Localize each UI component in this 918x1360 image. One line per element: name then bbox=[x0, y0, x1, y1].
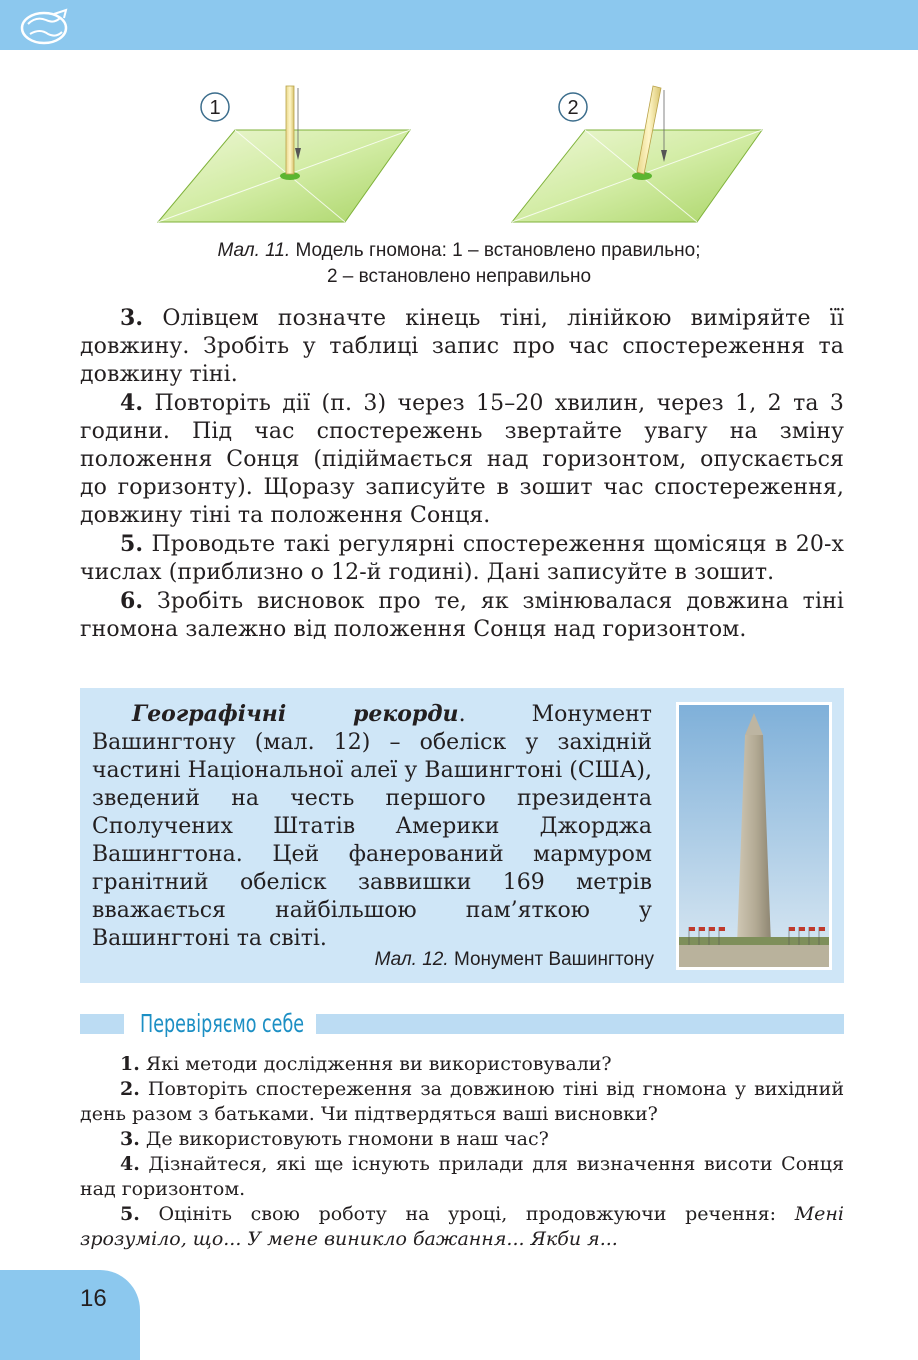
step-text: Повторіть дії (п. 3) через 15–20 хвилин, через 1, 2 та 3 години. Під час спостережень звертайте увагу на зміну положення Сонця (підіймається над горизонтом, опускається до горизонту). Щоразу записуйте в зошит час спостереження, довжину тіні та положення Сонця. bbox=[80, 391, 844, 528]
gnomon-model-figure bbox=[150, 82, 770, 227]
gnomon-incorrect bbox=[512, 86, 762, 222]
question-italic-prompt: Мені зрозуміло, що... У мене виникло бажання... Якби я... bbox=[80, 1203, 844, 1250]
question-text: Повторіть спостереження за довжиною тіні від гномона у вихідний день разом з батьками. Чи підтвердяться ваші висновки? bbox=[80, 1078, 844, 1125]
figure12-caption-prefix: Мал. 12. bbox=[374, 949, 449, 970]
step-6 bbox=[80, 587, 844, 644]
figure11-caption-line2: 2 – встановлено неправильно bbox=[326, 266, 592, 287]
header-stripe-left bbox=[80, 1014, 124, 1034]
step-text: Проводьте такі регулярні спостереження щомісяця в 20-х числах (приблизно о 12-й годині). Дані записуйте в зошит. bbox=[80, 532, 844, 585]
figure12-caption bbox=[375, 948, 654, 972]
figure-label-2: 2 bbox=[567, 97, 579, 119]
step-text: Зробіть висновок про те, як змінювалася довжина тіні гномона залежно від положення Сонця над горизонтом. bbox=[80, 589, 844, 642]
question-text: Які методи дослідження ви використовували? bbox=[145, 1053, 612, 1075]
step-number: 5. bbox=[120, 531, 144, 557]
question-3 bbox=[80, 1127, 844, 1152]
step-5 bbox=[80, 530, 844, 587]
figure12-caption-text: Монумент Вашингтону bbox=[453, 949, 654, 970]
records-title: Географічні рекорди bbox=[132, 701, 459, 727]
page-number: 16 bbox=[80, 1285, 107, 1312]
question-5 bbox=[80, 1202, 844, 1252]
question-number: 5. bbox=[120, 1203, 140, 1225]
question-text: Дізнайтеся, які ще існують прилади для визначення висоти Сонця над горизонтом. bbox=[80, 1153, 844, 1200]
page-number-tab bbox=[0, 1270, 140, 1360]
question-text: Оцініть свою роботу на уроці, продовжуючи речення: bbox=[158, 1203, 777, 1225]
question-number: 3. bbox=[120, 1128, 140, 1150]
question-2 bbox=[80, 1077, 844, 1127]
question-number: 1. bbox=[120, 1053, 140, 1075]
steps-text bbox=[80, 304, 844, 644]
question-4 bbox=[80, 1152, 844, 1202]
question-number: 2. bbox=[120, 1078, 140, 1100]
step-number: 3. bbox=[120, 305, 144, 331]
washington-monument-photo bbox=[676, 702, 832, 970]
header-bar bbox=[0, 0, 918, 50]
question-1 bbox=[80, 1052, 844, 1077]
records-text bbox=[92, 700, 652, 953]
step-text: Олівцем позначте кінець тіні, лінійкою виміряйте її довжину. Зробіть у таблиці запис про час спостереження та довжину тіні. bbox=[80, 306, 844, 387]
figure11-caption-prefix: Мал. 11. bbox=[217, 240, 291, 261]
records-body: . Монумент Вашингтону (мал. 12) – обеліск у західній частині Національної алеї у Вашингтоні (США), зведений на честь першого президента Сполучених Штатів Америки Джорджа Вашингтона. Цей фанерований мармуром гранітний обеліск заввишки 169 метрів вважається найбільшою пам’яткою у Вашингтоні та світі. bbox=[92, 702, 652, 951]
step-number: 4. bbox=[120, 390, 144, 416]
figure11-caption bbox=[100, 238, 818, 290]
geographic-records-box bbox=[80, 688, 844, 983]
self-check-questions bbox=[80, 1052, 844, 1252]
self-check-header bbox=[80, 1006, 844, 1042]
question-text: Де використовують гномони в наш час? bbox=[145, 1128, 549, 1150]
question-number: 4. bbox=[120, 1153, 140, 1175]
step-number: 6. bbox=[120, 588, 144, 614]
globe-sketch-icon bbox=[14, 6, 74, 48]
step-4 bbox=[80, 389, 844, 530]
self-check-title: Перевіряємо себе bbox=[140, 1009, 305, 1038]
figure-label-1: 1 bbox=[209, 97, 221, 119]
gnomon-correct bbox=[158, 86, 410, 222]
step-3 bbox=[80, 304, 844, 389]
header-stripe-right bbox=[316, 1014, 844, 1034]
figure11-caption-line1: Модель гномона: 1 – встановлено правильно; bbox=[295, 240, 701, 261]
